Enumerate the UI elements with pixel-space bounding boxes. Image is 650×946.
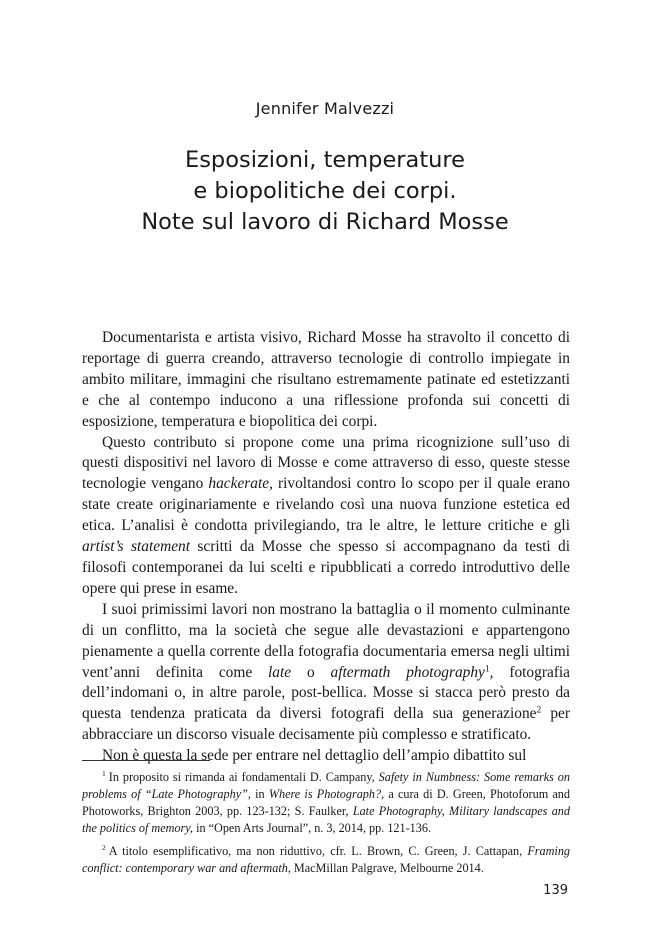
text-run: I suoi primissimi lavori non mostrano la battaglia o il momento culminante di un conflitto, ma la società che segue alle devastazioni e appartengono pienamente a quella corrente della fotografia documentaria emersa negli ultimi vent’anni definita come — [82, 600, 570, 681]
footnote-number: 2 — [102, 843, 106, 853]
italic-title: Framing conflict: contemporary war and aftermath — [82, 843, 570, 875]
text-run: , fotografia dell’indomani o, in altre parole, post-bellica. Mosse si stacca però presto da questa tendenza praticata da diversi fotografi della sua generazione — [82, 663, 571, 723]
author-name: Jennifer Malvezzi — [255, 99, 395, 118]
footnotes — [82, 769, 570, 882]
text-run: in “Open Arts Journal”, n. 3, 2014, pp. 121-136. — [193, 820, 431, 835]
footnote — [82, 843, 570, 877]
body-text — [82, 328, 570, 767]
footnote-divider — [82, 760, 210, 761]
text-run: , MacMillan Palgrave, Melbourne 2014. — [287, 860, 484, 875]
paragraph: Non è questa la sede per entrare nel dettaglio dell’ampio dibattito sul — [102, 747, 527, 765]
paragraph — [82, 433, 570, 600]
italic-term: aftermath photography — [330, 663, 485, 681]
title-line: e biopolitiche dei corpi. — [193, 178, 457, 204]
text-run: Questo contributo si propone come una prima ricognizione sull’uso di questi dispositivi nel lavoro di Mosse e come attraverso di esso, queste stesse tecnologie vengano — [82, 433, 570, 493]
italic-term: artist’s statement — [82, 538, 191, 556]
footnote — [82, 769, 570, 837]
text-run: o — [291, 663, 331, 681]
text-run: , in — [247, 786, 269, 801]
page-number: 139 — [543, 883, 568, 898]
italic-term: hackerate, — [208, 475, 273, 493]
italic-title: Late Photography, Military landscapes and the politics of memory, — [82, 803, 570, 835]
text-run: In proposito si rimanda ai fondamentali D. Campany, — [108, 770, 379, 784]
italic-term: late — [268, 663, 292, 681]
paragraph — [82, 600, 570, 746]
italic-title: Safety in Numbness: Some remarks on problems of “Late Photography” — [82, 770, 570, 801]
title-line: Note sul lavoro di Richard Mosse — [141, 209, 509, 235]
text-run: A titolo esemplificativo, ma non riduttivo, cfr. L. Brown, C. Green, J. Cattapan, — [108, 843, 528, 858]
footnote-number: 1 — [102, 769, 106, 779]
text-run: scritti da Mosse che spesso si accompagnano da testi di filosofi contemporanei da lui scelti e ripubblicati a corredo introduttivo delle opere qui prese in esame. — [82, 538, 570, 597]
footnote-ref[interactable]: 1 — [484, 662, 490, 674]
text-run: , a cura di D. Green, Photoforum and Photoworks, Brighton 2003, pp. 123-132; S. Faulker, — [82, 786, 570, 818]
text-run: per abbracciare un discorso visuale decisamente più complesso e stratificato. — [82, 705, 570, 744]
italic-title: Where is Photograph? — [268, 786, 382, 801]
footnote-ref[interactable]: 2 — [536, 704, 542, 716]
paragraph: Documentarista e artista visivo, Richard Mosse ha stravolto il concetto di reportage di guerra creando, attraverso tecnologie di controllo impiegate in ambito militare, immagini che risultano estremamente patinate ed estetizzanti e che al contempo inducono a una riflessione profonda sui concetti di esposizione, temperatura e biopolitica dei corpi. — [82, 329, 570, 430]
article-title — [60, 145, 590, 238]
text-run: rivoltandosi contro lo scopo per il quale erano state create originariamente e rivelando così una nuova funzione estetica ed etica. L’analisi è condotta privilegiando, tra le altre, le letture critiche e gli — [82, 475, 571, 535]
title-line: Esposizioni, temperature — [184, 147, 466, 173]
